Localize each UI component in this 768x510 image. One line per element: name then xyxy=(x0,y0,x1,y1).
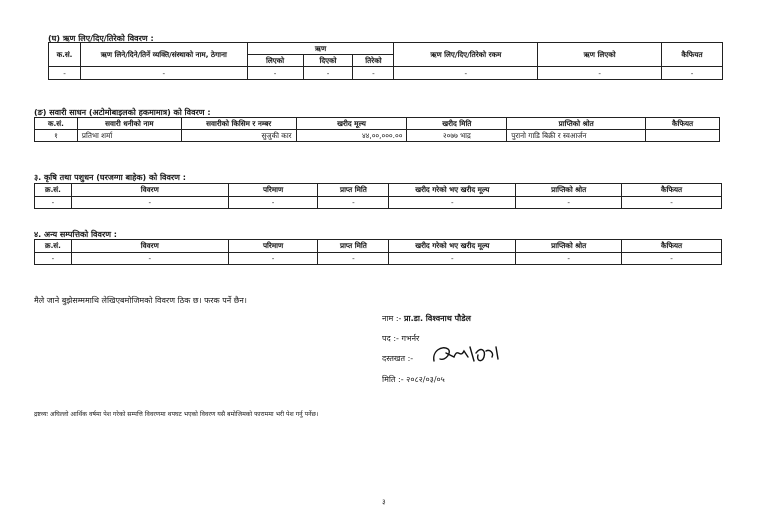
cell: - xyxy=(49,67,81,80)
signatory-post xyxy=(382,333,419,344)
cell: - xyxy=(303,67,353,80)
section-vehicle-title: (ङ) सवारी साधन (अटोमोबाइलको हकमामात्र) को विवरण : xyxy=(34,108,211,117)
header-loan-group: ऋण xyxy=(247,43,394,55)
cell: - xyxy=(516,253,622,265)
cell: - xyxy=(35,253,72,265)
agriculture-table xyxy=(34,183,722,209)
cell: - xyxy=(394,67,538,80)
declaration-text: मैले जाने बुझेसम्ममाथि लेखिएबमोजिमको विवरण ठिक छ। फरक पर्ने छैन। xyxy=(34,296,247,305)
header-sn: क्र.सं. xyxy=(35,240,72,253)
cell: १ xyxy=(35,130,78,142)
loans-table xyxy=(48,42,723,80)
cell: - xyxy=(538,67,662,80)
header-description: विवरण xyxy=(71,240,228,253)
date-label: मिति :- xyxy=(382,375,404,384)
page-number: ३ xyxy=(382,498,386,506)
header-source: प्राप्तिको श्रोत xyxy=(516,184,622,197)
cell: - xyxy=(622,253,722,265)
header-loan-taken: ऋण लिएको xyxy=(538,43,662,67)
section-agriculture-title: ३. कृषि तथा पशुधन (घरजग्गा बाहेक) को विवरण : xyxy=(34,173,186,182)
post-value: गभर्नर xyxy=(401,334,420,343)
header-source: प्राप्तिको श्रोत xyxy=(507,118,646,130)
cell: - xyxy=(80,67,247,80)
table-row xyxy=(35,130,720,142)
header-remarks: कैफियत xyxy=(646,118,720,130)
footnote-text: द्रष्टव्यः अघिल्लो आर्थिक वर्षमा पेश गरेको सम्पत्ति विवरणमा थपघट भएको विवरण यसै बमोजिमको फाराममा भरी पेश गर्नु पर्नेछ। xyxy=(34,411,319,418)
date-value: २०८२/०३/०५ xyxy=(406,375,445,384)
cell: - xyxy=(353,67,394,80)
header-vehicle-type: सवारीको किसिम र नम्बर xyxy=(181,118,296,130)
cell: - xyxy=(389,253,516,265)
cell: - xyxy=(247,67,303,80)
header-price: खरीद मूल्य xyxy=(296,118,407,130)
header-received-date: प्राप्त मिति xyxy=(318,240,389,253)
cell xyxy=(646,130,720,142)
header-purchase-price: खरीद गरेको भए खरीद मूल्य xyxy=(389,184,516,197)
sign-label: दस्तखत :- xyxy=(382,354,414,363)
header-paid: तिरेको xyxy=(353,55,394,67)
handwritten-signature xyxy=(428,339,508,369)
cell: - xyxy=(622,197,722,209)
cell: - xyxy=(228,197,318,209)
header-remarks: कैफियत xyxy=(622,184,722,197)
header-date: खरीद मिति xyxy=(407,118,507,130)
header-sn: क्र.सं. xyxy=(35,184,72,197)
cell: पुरानो गाडि बिक्री र स्वआर्जन xyxy=(507,130,646,142)
cell: प्रतिभा शर्मा xyxy=(77,130,181,142)
header-remarks: कैफियत xyxy=(662,43,723,67)
cell: - xyxy=(71,197,228,209)
header-quantity: परिमाण xyxy=(228,240,318,253)
signatory-date xyxy=(382,374,445,385)
header-party: ऋण लिने/दिने/तिर्ने व्यक्ति/संस्थाको नाम, ठेगाना xyxy=(80,43,247,67)
header-received-date: प्राप्त मिति xyxy=(318,184,389,197)
table-row xyxy=(35,197,722,209)
header-source: प्राप्तिको श्रोत xyxy=(516,240,622,253)
cell: - xyxy=(71,253,228,265)
header-quantity: परिमाण xyxy=(228,184,318,197)
header-amount: ऋण लिए/दिए/तिरेको रकम xyxy=(394,43,538,67)
header-remarks: कैफियत xyxy=(622,240,722,253)
cell: - xyxy=(228,253,318,265)
name-value: प्रा.डा. विश्वनाथ पौडेल xyxy=(403,314,471,323)
other-assets-table xyxy=(34,239,722,265)
header-sn: क.सं. xyxy=(49,43,81,67)
cell: - xyxy=(662,67,723,80)
header-taken: लिएको xyxy=(247,55,303,67)
header-sn: क.सं. xyxy=(35,118,78,130)
post-label: पद :- xyxy=(382,334,399,343)
header-owner: सवारी धनीको नाम xyxy=(77,118,181,130)
vehicle-table xyxy=(34,117,720,142)
cell: ४४,००,०००.०० xyxy=(296,130,407,142)
cell: - xyxy=(318,197,389,209)
table-row xyxy=(49,67,723,80)
cell: २०७७ भाद्र xyxy=(407,130,507,142)
cell: सुजुकी कार xyxy=(181,130,296,142)
signatory-name xyxy=(382,313,471,324)
section-loans-title: (घ) ऋण लिए/दिए/तिरेको विवरण : xyxy=(48,34,154,43)
cell: - xyxy=(516,197,622,209)
header-description: विवरण xyxy=(71,184,228,197)
cell: - xyxy=(389,197,516,209)
signatory-sign xyxy=(382,353,413,364)
header-purchase-price: खरीद गरेको भए खरीद मूल्य xyxy=(389,240,516,253)
section-other-assets-title: ४. अन्य सम्पत्तिको विवरण : xyxy=(34,230,117,239)
header-given: दिएको xyxy=(303,55,353,67)
table-row xyxy=(35,253,722,265)
cell: - xyxy=(35,197,72,209)
name-label: नाम :- xyxy=(382,314,402,323)
cell: - xyxy=(318,253,389,265)
